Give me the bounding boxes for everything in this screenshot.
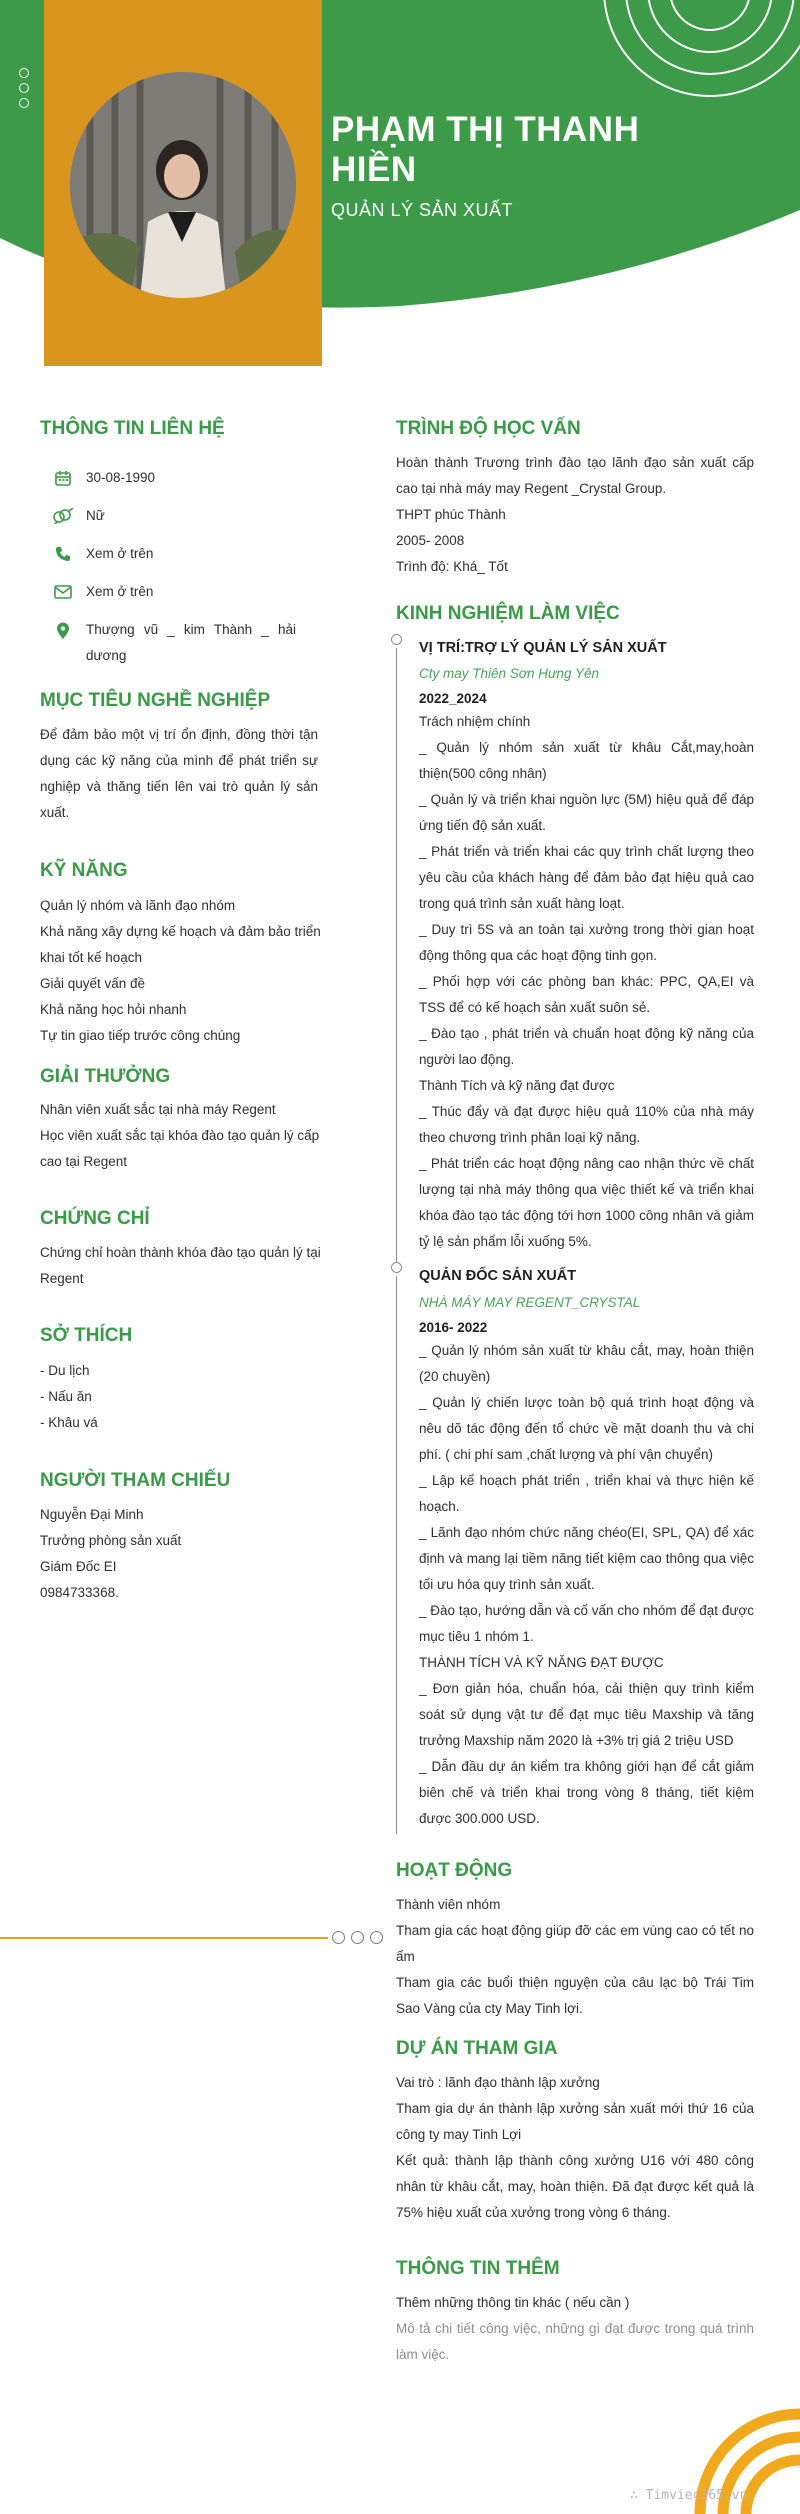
candidate-role: QUẢN LÝ SẢN XUẤT	[331, 200, 514, 220]
contact-title: THÔNG TIN LIÊN HỆ	[40, 418, 225, 439]
contact-phone: Xem ở trên	[48, 541, 296, 567]
job-period: 2022_2024	[419, 691, 487, 706]
candidate-name: PHẠM THỊ THANH HIỀN	[331, 110, 640, 189]
education-title: TRÌNH ĐỘ HỌC VẤN	[396, 418, 581, 439]
job-period: 2016- 2022	[419, 1320, 488, 1335]
awards-list: Nhân viên xuất sắc tại nhà máy Regent Học viên xuất sắc tại khóa đào tạo quản lý cấp cao tại Regent	[40, 1102, 320, 1169]
job-description: _ Quản lý nhóm sản xuất từ khâu cắt, may, hoàn thiện (20 chuyền) _ Quản lý chiến lược toàn bộ quá trình hoạt động và nêu dõ tác động đến tổ chức về mặt doanh thu và chi phí. ( chi phí sam ,chất lượng và phí vận chuyển) _ Lập kế hoạch phát triển , triển khai và thực hiện kế hoạch. _ Lãnh đạo nhóm chức năng chéo(EI, SPL, QA) để xác định và mang lại tiềm năng tiết kiệm cao thông qua việc tối ưu hóa quy trình sản xuất. _ Đào tạo, hướng dẫn và cố vấn cho nhóm để đạt được mục tiêu 1 nhóm 1. THÀNH TÍCH VÀ KỸ NĂNG ĐẠT ĐƯỢC _ Đơn giản hóa, chuẩn hóa, cải thiện quy trình kiểm soát sử dụng vật tư để đạt mục tiêu Maxship và tăng trưởng Maxship năm 2020 là +3% trị giá 2 triệu USD _ Dẫn đầu dự án kiểm tra không giới hạn để cắt giảm biên chế và triển khai trong vòng 8 tháng, tiết kiệm được 300.000 USD.	[419, 1343, 754, 1826]
projects-text: Vai trò : lãnh đạo thành lập xưởng Tham gia dự án thành lập xưởng sản xuất mới thứ 16 của công ty may Tinh Lợi Kết quả: thành lập thành công xưởng U16 với 480 công nhân từ khâu cắt, may, hoàn thiện. Đã đạt được kết quả là 75% hiệu xuất của xưởng trong vòng 6 tháng.	[396, 2075, 754, 2220]
education-text: Hoàn thành Trương trình đào tạo lãnh đạo sản xuất cấp cao tại nhà máy may Regent _Crystal Group. THPT phúc Thành 2005- 2008 Trình độ: Khá_ Tốt	[396, 455, 754, 574]
job-company: Cty may Thiên Sơn Hưng Yên	[419, 666, 600, 681]
contact-gender: Nữ	[48, 503, 296, 529]
gender-icon	[48, 503, 78, 524]
more-info-text: Thêm những thông tin khác ( nếu cần )	[396, 2295, 630, 2310]
job-description: Trách nhiệm chính _ Quản lý nhóm sản xuất từ khâu Cắt,may,hoàn thiện(500 công nhân) _ Quản lý và triển khai nguồn lực (5M) hiệu quả để đáp ứng tiến độ sản xuất. _ Phát triển và triển khai các quy trình chất lượng theo yêu cầu của khách hàng để đảm bảo đạt hiệu quả cao trong quá trình sản xuất hàng loạt. _ Duy trì 5S và an toàn tại xưởng trong thời gian hoạt động thông qua các hoạt động tinh gọn. _ Phối hợp với các phòng ban khác: PPC, QA,EI và TSS để có kế hoạch sản xuất suôn sẻ. _ Đào tạo , phát triển và chuẩn hoạt động kỹ năng của người lao động. Thành Tích và kỹ năng đạt được _ Thúc đẩy và đạt được hiệu quả 110% của nhà máy theo chương trình phân loại kỹ năng. _ Phát triển các hoạt động nâng cao nhận thức về chất lượng tại nhà máy thông qua việc thiết kế và triển khai khóa đào tạo tác động tới hơn 1000 công nhân và giảm tỷ lệ sản phẩm lỗi xuống 5%.	[419, 714, 754, 1249]
footer-line	[0, 1937, 328, 1939]
more-info-title: THÔNG TIN THÊM	[396, 2258, 560, 2279]
more-info-hint: Mô tả chi tiết công việc, những gì đạt được trong quá trình làm việc.	[396, 2321, 754, 2362]
job-company: NHÀ MÁY MAY REGENT_CRYSTAL	[419, 1295, 641, 1310]
skills-list: Quản lý nhóm và lãnh đạo nhóm Khả năng xây dựng kế hoạch và đảm bảo triển khai tốt kế hoạch Giải quyết vấn đề Khả năng học hỏi nhanh Tự tin giao tiếp trước công chúng	[40, 898, 321, 1043]
location-icon	[48, 617, 78, 640]
phone-icon	[48, 541, 78, 562]
objective-title: MỤC TIÊU NGHỀ NGHIỆP	[40, 690, 271, 711]
objective-text: Để đảm bảo một vị trí ổn định, đồng thời tận dụng các kỹ năng của mình để phát triển sự nghiệp và thăng tiến lên vai trò quản lý sản xuất.	[40, 727, 318, 820]
header-banner	[0, 0, 800, 370]
awards-title: GIẢI THƯỞNG	[40, 1066, 171, 1087]
projects-title: DỰ ÁN THAM GIA	[396, 2038, 558, 2059]
references-text: Nguyễn Đại Minh Trưởng phòng sản xuất Giám Đốc EI 0984733368.	[40, 1507, 182, 1600]
timeline-dot	[391, 634, 402, 645]
timeline-dot	[391, 1262, 402, 1273]
contact-address: Thượng vũ _ kim Thành _ hải dương	[48, 617, 296, 669]
skills-title: KỸ NĂNG	[40, 860, 128, 881]
certificates-text: Chứng chỉ hoàn thành khóa đào tạo quản lý tại Regent	[40, 1245, 321, 1286]
watermark: ∴ Timviec365.vn	[630, 2488, 748, 2503]
timeline-line	[396, 1276, 397, 1834]
contact-email: Xem ở trên	[48, 579, 296, 605]
experience-title: KINH NGHIỆM LÀM VIỆC	[396, 603, 620, 624]
footer-dots-decoration	[332, 1931, 383, 1944]
timeline-line	[396, 648, 397, 1268]
email-icon	[48, 579, 78, 600]
job-title: VỊ TRÍ:TRỢ LÝ QUẢN LÝ SẢN XUẤT	[419, 640, 667, 656]
activities-title: HOẠT ĐỘNG	[396, 1860, 513, 1881]
hobbies-title: SỞ THÍCH	[40, 1325, 133, 1346]
activities-text: Thành viên nhóm Tham gia các hoạt động giúp đỡ các em vùng cao có tết no ấm Tham gia các buổi thiện nguyện của câu lạc bộ Trái Tim Sao Vàng của cty May Tinh lợi.	[396, 1897, 754, 2016]
certificates-title: CHỨNG CHỈ	[40, 1208, 150, 1229]
references-title: NGƯỜI THAM CHIẾU	[40, 1470, 231, 1491]
header-dots-decoration	[19, 68, 29, 108]
job-title: QUẢN ĐỐC SẢN XUẤT	[419, 1268, 577, 1284]
avatar	[70, 72, 296, 298]
contact-birthday: 30-08-1990	[48, 465, 296, 491]
calendar-icon	[48, 465, 78, 486]
hobbies-list: - Du lịch - Nấu ăn - Khâu vá	[40, 1363, 98, 1430]
